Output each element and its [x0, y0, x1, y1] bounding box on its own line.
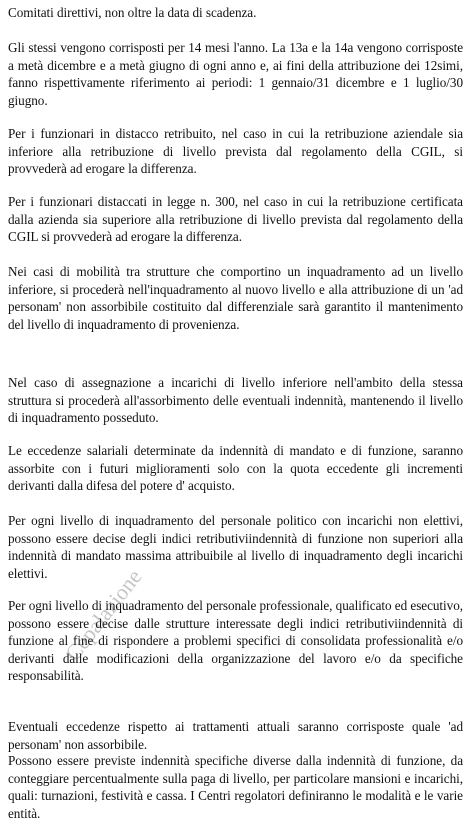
- paragraph-1: Comitati direttivi, non oltre la data di scadenza.: [8, 5, 257, 20]
- paragraph-9: Per ogni livello di inquadramento del personale professionale, qualificato ed esecutivo, possono essere decise dalle strutture interessate degli indici retributiviindennità di funzione al fine di rispondere a problemi specifici di consolidata professionalità e/o derivanti dalle modificazioni della organizzazione del lavoro e/o da specifiche responsabilità.: [8, 598, 463, 684]
- paragraph-3: Per i funzionari in distacco retribuito, nel caso in cui la retribuzione aziendale sia inferiore alla retribuzione di livello prevista dal regolamento della CGIL, si provvederà ad erogare la differenza.: [8, 126, 463, 177]
- paragraph-4: Per i funzionari distaccati in legge n. 300, nel caso in cui la retribuzione certificata dalla azienda sia superiore alla retribuzione di livello prevista dal regolamento della CGIL si provvederà ad erogare la differenza.: [8, 194, 463, 245]
- paragraph-2: Gli stessi vengono corrisposti per 14 mesi l'anno. La 13a e la 14a vengono corrisposte a metà dicembre e a metà giugno di ogni anno e, ai fini della attribuzione dei 12simi, fanno rispettivamente riferimento ai periodi: 1 gennaio/31 dicembre e 1 luglio/30 giugno.: [8, 40, 463, 108]
- paragraph-10: Eventuali eccedenze rispetto ai trattamenti attuali saranno corrisposte quale 'ad personam' non assorbibile.: [8, 719, 463, 752]
- paragraph-11: Possono essere previste indennità specifiche diverse dalla indennità di funzione, da conteggiare percentualmente sulla paga di livello, per particolare mansioni e incarichi, quali: turnazioni, festività e cassa. I Centri regolatori definiranno le modalità e le varie entità.: [8, 753, 463, 821]
- paragraph-6: Nel caso di assegnazione a incarichi di livello inferiore nell'ambito della stessa struttura si procederà all'assorbimento delle eventuali indennità, mantenendo il livello di inquadramento posseduto.: [8, 375, 463, 426]
- paragraph-7: Le eccedenze salariali determinate da indennità di mandato e di funzione, saranno assorbite con i futuri miglioramenti solo con la quota eccedente gli incrementi derivanti dalla difesa del potere d' acquisto.: [8, 443, 463, 494]
- watermark-text: Cepalazione: [60, 564, 147, 666]
- paragraph-8: Per ogni livello di inquadramento del personale politico con incarichi non elettivi, possono essere decise degli indici retributiviindennità di funzione non superiori alla indennità di mandato massima attribuibile al livello di inquadramento degli incarichi elettivi.: [8, 513, 463, 581]
- paragraph-5: Nei casi di mobilità tra strutture che comportino un inquadramento ad un livello inferiore, si procederà nell'inquadramento al nuovo livello e alla attribuzione di un 'ad personam' non assorbibile costituito dal differenziale sarà garantito il mantenimento del livello di inquadramento di provenienza.: [8, 264, 463, 332]
